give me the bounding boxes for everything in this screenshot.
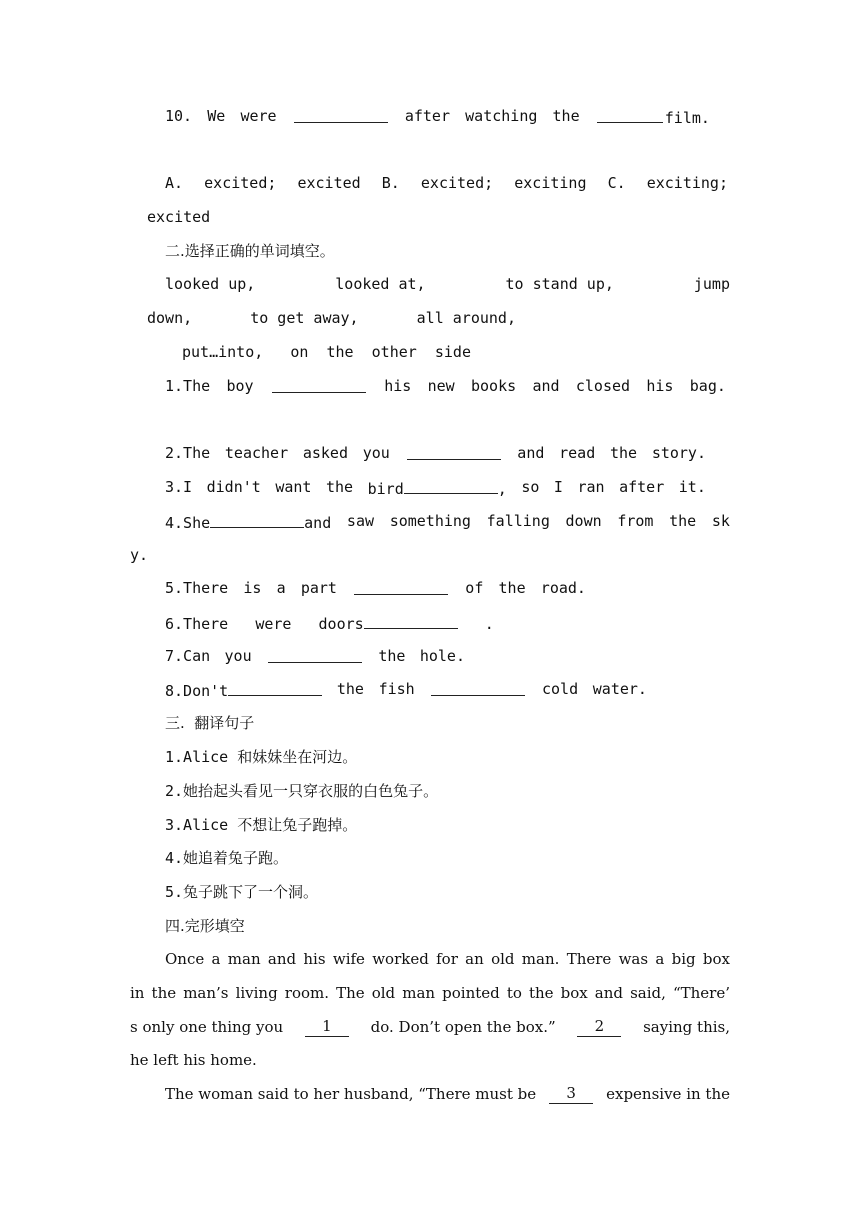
word: didn't (206, 478, 261, 496)
translate-item-4: 4.她追着兔子跑。 (165, 849, 289, 867)
word: and (517, 444, 545, 462)
word: road. (540, 579, 586, 597)
answer-blank[interactable] (431, 679, 525, 696)
word: from (617, 512, 654, 530)
word: 6.There (165, 615, 229, 633)
word: story. (651, 444, 706, 462)
fill-item-6 (165, 612, 494, 634)
word: the (498, 579, 526, 597)
option-label: C. (607, 174, 626, 192)
fill-item-1 (165, 376, 726, 396)
word: saw (346, 512, 375, 530)
word-bank-line-1 (165, 274, 730, 294)
word: the (326, 478, 354, 496)
cloze-blank-1[interactable]: 1 (305, 1017, 349, 1037)
word: down (565, 512, 602, 530)
word-bank-line-3: put…into, on the other side (182, 343, 471, 361)
answer-blank[interactable] (228, 679, 322, 696)
word: were (240, 107, 277, 125)
word: 8.Don't (165, 682, 229, 700)
option-text: exciting; (646, 174, 728, 192)
word: the (336, 680, 364, 698)
word: part (300, 579, 337, 597)
text-segment: expensive in the (606, 1085, 730, 1103)
word-bank-item: looked up, (165, 275, 256, 293)
option-text: exciting (514, 174, 587, 192)
word: books (471, 377, 517, 395)
answer-blank[interactable] (597, 106, 663, 123)
word: read (559, 444, 596, 462)
word: closed (575, 377, 631, 395)
word: of (465, 579, 484, 597)
fill-item-7 (165, 646, 465, 666)
word: the (552, 107, 580, 125)
word: it. (678, 478, 706, 496)
word: . (484, 615, 494, 633)
question-10 (165, 106, 710, 128)
cloze-paragraph-1-line-3 (130, 1017, 730, 1037)
question-10-options (165, 173, 728, 193)
word: film. (664, 109, 710, 127)
word: 1.The (165, 377, 211, 395)
word: the (609, 444, 638, 462)
fill-item-8 (165, 679, 647, 701)
answer-blank[interactable] (268, 646, 362, 663)
word: boy (226, 377, 254, 395)
word: bag. (689, 377, 726, 395)
answer-blank[interactable] (407, 443, 501, 460)
word: sk (711, 512, 730, 530)
word-bank-item: looked at, (335, 275, 426, 293)
word: is (243, 579, 262, 597)
word: his (646, 377, 674, 395)
word: a (276, 579, 286, 597)
text-segment: saying this, (643, 1018, 730, 1036)
word-bank-line-2 (147, 308, 516, 328)
cloze-blank-3[interactable]: 3 (549, 1084, 593, 1104)
fill-item-3 (165, 477, 706, 499)
option-label: A. (165, 174, 184, 192)
word: 7.Can (165, 647, 211, 665)
cloze-paragraph-2-line-1 (165, 1084, 730, 1104)
word: 5.There (165, 579, 229, 597)
word: bird (367, 480, 404, 498)
fill-item-5 (165, 578, 586, 598)
word: asked (302, 444, 348, 462)
word-bank-item: jump (693, 275, 730, 293)
word-bank-item: down, (147, 309, 193, 327)
section-4-heading: 四.完形填空 (165, 917, 245, 935)
answer-blank[interactable] (354, 578, 448, 595)
word: you (224, 647, 252, 665)
word: and (304, 514, 332, 532)
word: the (669, 512, 697, 530)
cloze-paragraph-1-line-2: in the man’s living room. The old man pointed to the box and said, “There’ (130, 984, 730, 1002)
question-number: 10. (165, 107, 193, 125)
word: new (427, 377, 455, 395)
translate-item-2: 2.她抬起头看见一只穿衣服的白色兔子。 (165, 782, 439, 800)
text-segment: The woman said to her husband, “There must be (165, 1085, 537, 1103)
fill-item-4 (165, 511, 730, 533)
word: 3.I (165, 478, 193, 496)
cloze-paragraph-1-line-1: Once a man and his wife worked for an old man. There was a big box (165, 950, 730, 968)
translate-item-1: 1.Alice 和妹妹坐在河边。 (165, 748, 358, 766)
word: teacher (224, 444, 289, 462)
cloze-blank-2[interactable]: 2 (577, 1017, 621, 1037)
word: doors (318, 615, 364, 633)
word: after (404, 107, 450, 125)
translate-item-3: 3.Alice 不想让兔子跑掉。 (165, 816, 358, 834)
option-continuation: excited (147, 208, 211, 226)
fill-item-2 (165, 443, 706, 463)
option-text: excited; (420, 174, 494, 192)
text-segment: s only one thing you (130, 1018, 284, 1036)
word: and (532, 377, 560, 395)
word: I (553, 478, 563, 496)
word: ran (577, 478, 605, 496)
word: after (619, 478, 665, 496)
word: water. (592, 680, 647, 698)
word: hole. (419, 647, 465, 665)
answer-blank[interactable] (272, 376, 366, 393)
word: his (384, 377, 412, 395)
word: were (255, 615, 292, 633)
word-bank-item: to stand up, (505, 275, 614, 293)
word: cold (542, 680, 579, 698)
section-3-heading: 三. 翻译句子 (165, 714, 255, 732)
answer-blank[interactable] (404, 477, 498, 494)
word-bank-item: all around, (416, 309, 516, 327)
word: something (389, 512, 471, 530)
word: you (362, 444, 390, 462)
section-2-heading: 二.选择正确的单词填空。 (165, 242, 335, 260)
word: so (521, 478, 540, 496)
translate-item-5: 5.兔子跳下了一个洞。 (165, 883, 319, 901)
word: the (378, 647, 406, 665)
answer-blank[interactable] (294, 106, 388, 123)
fill-item-4-continuation: y. (130, 546, 149, 564)
word: watching (465, 107, 538, 125)
answer-blank[interactable] (364, 612, 458, 629)
word: , (497, 480, 507, 498)
word: 4.She (165, 514, 211, 532)
word: want (275, 478, 312, 496)
option-text: excited (297, 174, 361, 192)
word: We (207, 107, 226, 125)
word-bank-item: to get away, (250, 309, 359, 327)
word: 2.The (165, 444, 211, 462)
cloze-paragraph-1-line-4: he left his home. (130, 1051, 257, 1069)
text-segment: do. Don’t open the box.” (370, 1018, 556, 1036)
word: falling (486, 512, 550, 530)
word: fish (378, 680, 415, 698)
answer-blank[interactable] (210, 511, 304, 528)
option-label: B. (381, 174, 400, 192)
option-text: excited; (204, 174, 277, 192)
